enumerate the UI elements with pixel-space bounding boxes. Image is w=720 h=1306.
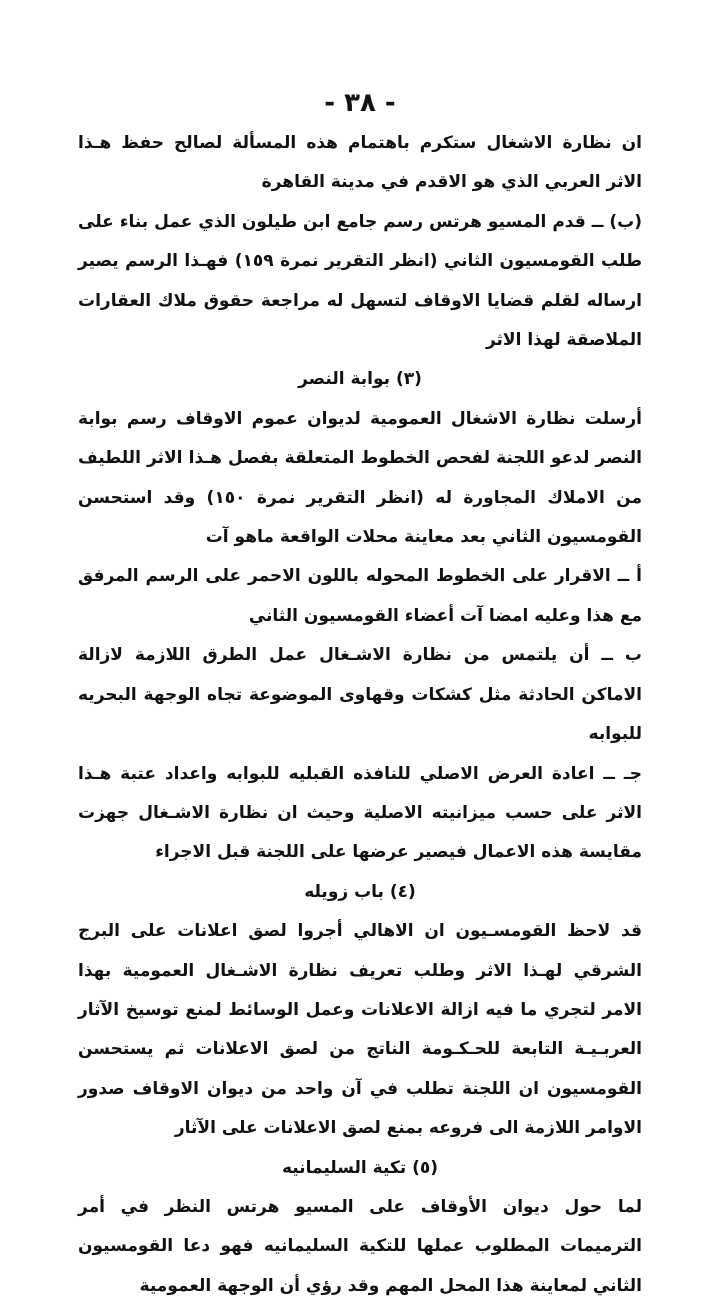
paragraph-takiya: لما حول ديوان الأوقاف على المسيو هرتس النظر في أمر الترميمات المطلوب عملها للتكية السليمانيه فهو دعا القومسيون الثاني لمعاينة هذا المحل المهم وقد رؤي أن الوجهة العمومية <box>78 1196 642 1296</box>
page-number: - ٣٨ - <box>324 88 396 118</box>
item-b-removal: ب ــ أن يلتمس من نظارة الاشـغال عمل الطرق اللازمة لازالة الاماكن الحادثة مثل كشكات وقهاوى الموضوعة تجاه الوجهة البحريه للبوابه <box>78 645 642 745</box>
body-text <box>78 124 642 1306</box>
paragraph-intro: ان نظارة الاشغال ستكرم باهتمام هذه المسألة لصالح حفظ هـذا الاثر العربي الذي هو الاقدم في مدينة القاهرة <box>78 133 642 193</box>
item-b-ibn-tulun: (ب) ــ قدم المسيو هرتس رسم جامع ابن طيلون الذي عمل بناء على طلب القومسيون الثاني (انظر التقرير نمرة ١٥٩) فهـذا الرسم يصير ارساله لقلم قضايا الاوقاف لتسهل له مراجعة حقوق ملاك العقارات الملاصقة لهذا الاثر <box>78 211 642 351</box>
section-heading-bab-zuwayla: (٤) باب زويله <box>304 881 416 902</box>
paragraph-bab-al-nasr: أرسلت نظارة الاشغال العمومية لديوان عموم الاوقاف رسم بوابة النصر لدعو اللجنة لفحص الخطوط المتعلقة بفصل هـذا الاثر اللطيف من الاملاك المجاورة له (انظر التقرير نمرة ١٥٠) وقد استحسن القومسيون الثاني بعد معاينة محلات الواقعة ماهو آت <box>78 408 642 548</box>
section-heading-bab-al-nasr: (٣) بوابة النصر <box>298 369 422 390</box>
item-a-approval: أ ــ الاقرار على الخطوط المحوله باللون الاحمر على الرسم المرفق مع هذا وعليه امضا آت أعضاء القومسيون الثاني <box>78 566 642 626</box>
section-heading-takiya: (٥) تكية السليمانيه <box>281 1157 439 1178</box>
item-c-window: جـ ــ اعادة العرض الاصلي للنافذه القبليه للبوابه واعداد عتبة هـذا الاثر على حسب ميزانيته الاصلية وحيث ان نظارة الاشـغال جهزت مقايسة هذه الاعمال فيصير عرضها على اللجنة قبل الاجراء <box>78 763 642 863</box>
paragraph-bab-zuwayla: قد لاحظ القومسـيون ان الاهالي أجروا لصق اعلانات على البرج الشرقي لهـذا الاثر وطلب تعريف نظارة الاشـغال العمومية بهذا الامر لتجري ما فيه ازالة الاعلانات وعمل الوسائط لمنع توسيخ الآثار العربـيـة التابعة للحـكـومة الناتج من لصق الاعلانات ثم يستحسن القومسيون ان اللجنة تطلب في آن واحد من ديوان الاوقاف صدور الاوامر اللازمة الى فروعه بمنع لصق الاعلانات على الآثار <box>78 921 642 1139</box>
